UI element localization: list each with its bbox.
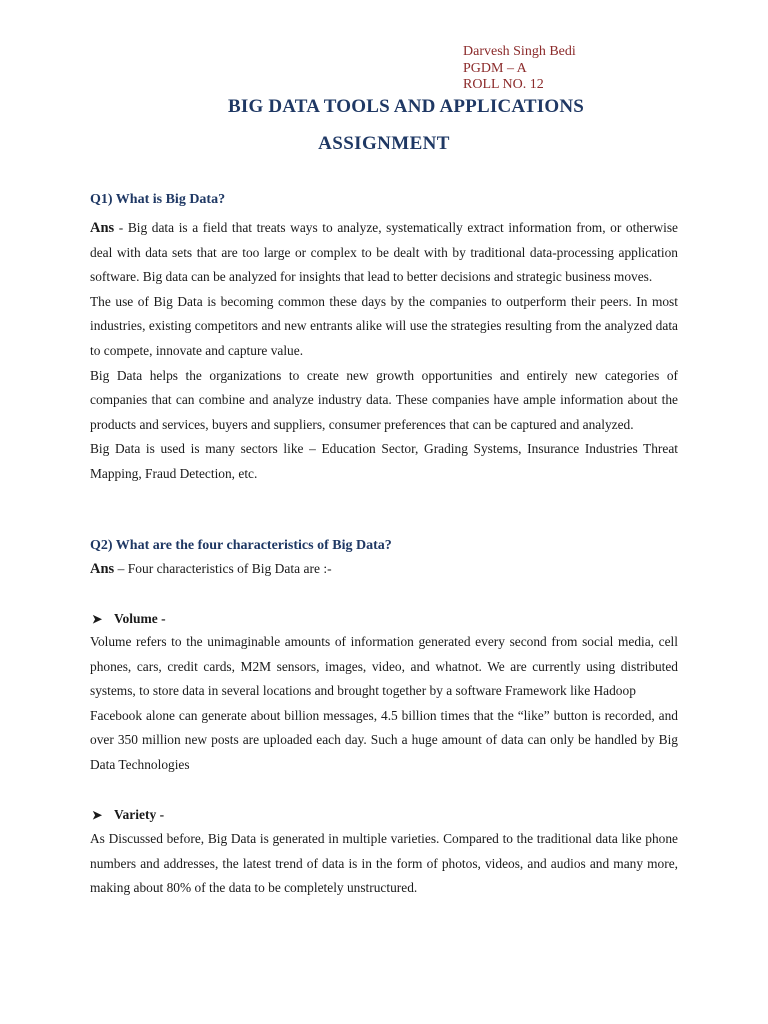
author-block bbox=[463, 44, 576, 94]
variety-bullet bbox=[92, 807, 164, 823]
q1-paragraph: Big Data helps the organizations to create new growth opportunities and entirely new categories of companies that can combine and analyze industry data. These companies have ample information about the products and services, buyers and suppliers, consumer preferences that can be captured and analyzed. bbox=[90, 367, 678, 432]
q1-answer bbox=[90, 216, 678, 487]
variety-heading: Variety - bbox=[114, 807, 165, 822]
q2-ans-label: Ans bbox=[90, 561, 115, 577]
author-program: PGDM – A bbox=[463, 60, 527, 76]
volume-body bbox=[90, 630, 678, 778]
q1-paragraph bbox=[90, 216, 678, 290]
author-roll: ROLL NO. 12 bbox=[463, 77, 544, 92]
document-title: BIG DATA TOOLS AND APPLICATIONS bbox=[227, 96, 585, 117]
q1-paragraph: Big Data is used is many sectors like – Education Sector, Grading Systems, Insurance Industries Threat Mapping, Fraud Detection, etc. bbox=[90, 441, 678, 481]
volume-paragraph: Facebook alone can generate about billion messages, 4.5 billion times that the “like” button is recorded, and over 350 million new posts are uploaded each day. Such a huge amount of data can only be handled by Big Data Technologies bbox=[90, 707, 678, 772]
q1-ans-label: Ans bbox=[90, 220, 115, 236]
author-name: Darvesh Singh Bedi bbox=[463, 44, 576, 59]
variety-paragraph: As Discussed before, Big Data is generated in multiple varieties. Compared to the traditional data like phone numbers and addresses, the latest trend of data is in the form of photos, videos, and audios and many more, making about 80% of the data to be completely unstructured. bbox=[90, 831, 678, 896]
arrow-bullet-icon: ➤ bbox=[92, 808, 103, 822]
q2-ans-text: – Four characteristics of Big Data are :- bbox=[114, 561, 332, 576]
q1-heading: Q1) What is Big Data? bbox=[90, 192, 226, 207]
volume-paragraph: Volume refers to the unimaginable amounts of information generated every second from social media, cell phones, cars, credit cards, M2M sensors, images, video, and whatnot. We are currently using distributed systems, to store data in several locations and brought together by a software Framework like Hadoop bbox=[90, 634, 678, 699]
q1-paragraph-text: - Big data is a field that treats ways to analyze, systematically extract information from, or otherwise deal with data sets that are too large or complex to be dealt with by traditional data-processing application software. Big data can be analyzed for insights that lead to better decisions and strategic business moves. bbox=[90, 220, 678, 285]
q2-heading: Q2) What are the four characteristics of Big Data? bbox=[90, 538, 392, 553]
q1-paragraph: The use of Big Data is becoming common these days by the companies to outperform their peers. In most industries, existing competitors and new entrants alike will use the strategies resulting from the analyzed data to compete, innovate and capture value. bbox=[90, 293, 678, 358]
q2-answer-intro bbox=[90, 561, 332, 578]
variety-body bbox=[90, 827, 678, 901]
volume-bullet bbox=[92, 611, 166, 627]
volume-heading: Volume - bbox=[114, 611, 166, 626]
document-subtitle: ASSIGNMENT bbox=[318, 133, 450, 154]
arrow-bullet-icon: ➤ bbox=[92, 612, 103, 626]
